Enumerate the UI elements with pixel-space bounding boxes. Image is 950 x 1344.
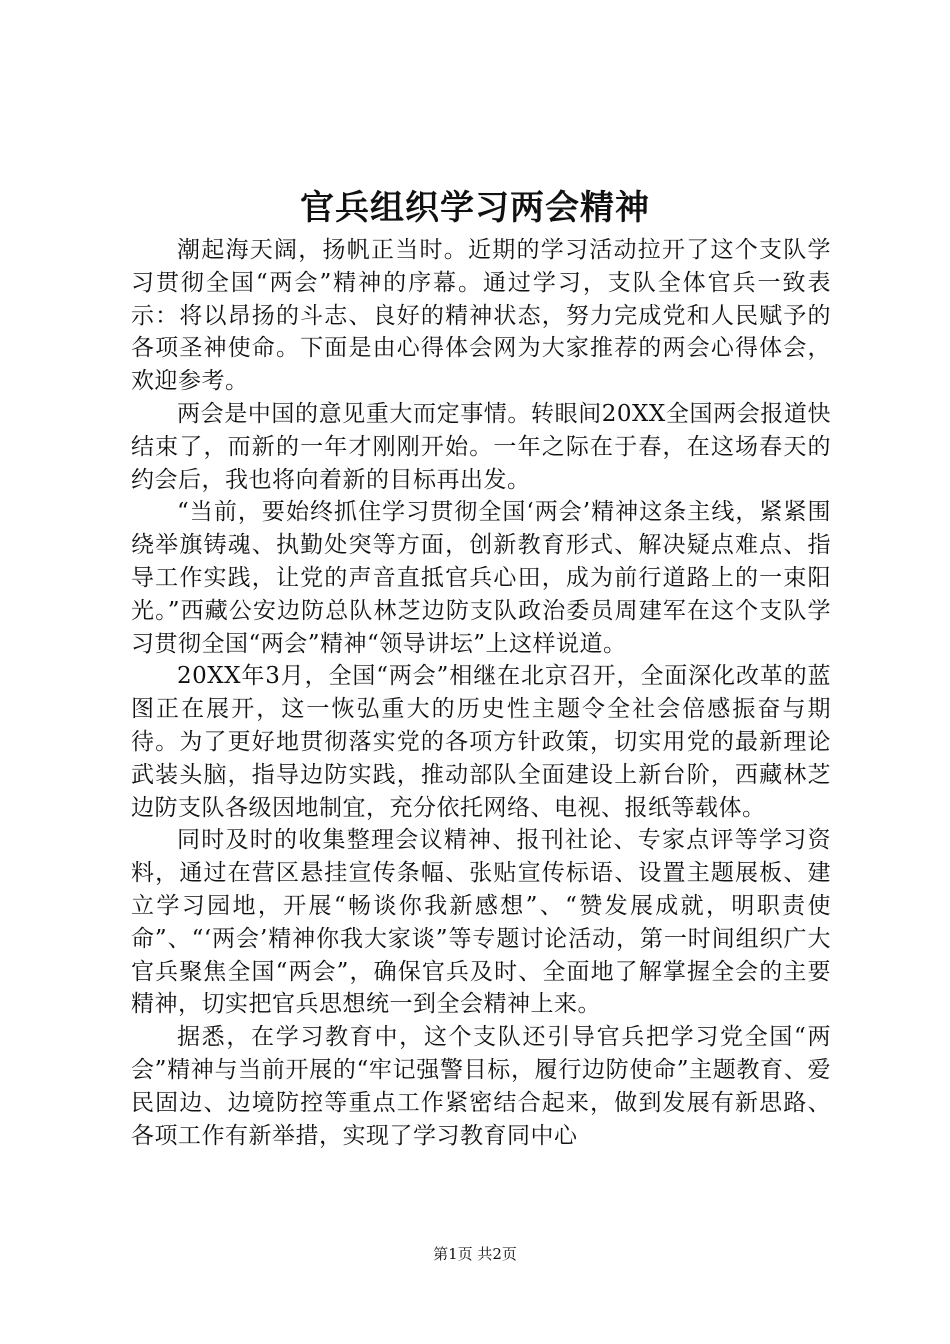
paragraph-5: 同时及时的收集整理会议精神、报刊社论、专家点评等学习资料，通过在营区悬挂宣传条幅、张贴宣传标语、设置主题展板、建立学习园地，开展“畅谈你我新感想”、“赞发展成就，明职责使命”、“‘两会’精神你我大家谈”等专题讨论活动，第一时间组织广大官兵聚焦全国“两会”，确保官兵及时、全面地了解掌握全会的主要精神，切实把官兵思想统一到全会精神上来。 [131, 827, 831, 1018]
document-body [131, 234, 831, 1152]
document-title: 官兵组织学习两会精神 [300, 188, 650, 228]
paragraph-1: 潮起海天阔，扬帆正当时。近期的学习活动拉开了这个支队学习贯彻全国“两会”精神的序幕。通过学习，支队全体官兵一致表示：将以昂扬的斗志、良好的精神状态，努力完成党和人民赋予的各项圣神使命。下面是由心得体会网为大家推荐的两会心得体会，欢迎参考。 [131, 237, 831, 395]
paragraph-4: 20XX年3月，全国“两会”相继在北京召开，全面深化改革的蓝图正在展开，这一恢弘重大的历史性主题令全社会倍感振奋与期待。为了更好地贯彻落实党的各项方针政策，切实用党的最新理论武装头脑，指导边防实践，推动部队全面建设上新台阶，西藏林芝边防支队各级因地制宜，充分依托网络、电视、报纸等载体。 [131, 663, 831, 821]
paragraph-6: 据悉，在学习教育中，这个支队还引导官兵把学习党全国“两会”精神与当前开展的“牢记强警目标，履行边防使命”主题教育、爱民固边、边境防控等重点工作紧密结合起来，做到发展有新思路、各项工作有新举措，实现了学习教育同中心 [131, 1024, 831, 1149]
paragraph-2: 两会是中国的意见重大而定事情。转眼间20XX全国两会报道快结束了，而新的一年才刚刚开始。一年之际在于春，在这场春天的约会后，我也将向着新的目标再出发。 [131, 400, 831, 493]
page-number-footer: 第1页 共2页 [433, 1245, 517, 1263]
paragraph-3: “当前，要始终抓住学习贯彻全国‘两会’精神这条主线，紧紧围绕举旗铸魂、执勤处突等方面，创新教育形式、解决疑点难点、指导工作实践，让党的声音直抵官兵心田，成为前行道路上的一束阳光。”西藏公安边防总队林芝边防支队政治委员周建军在这个支队学习贯彻全国“两会”精神“领导讲坛”上这样说道。 [131, 499, 831, 657]
